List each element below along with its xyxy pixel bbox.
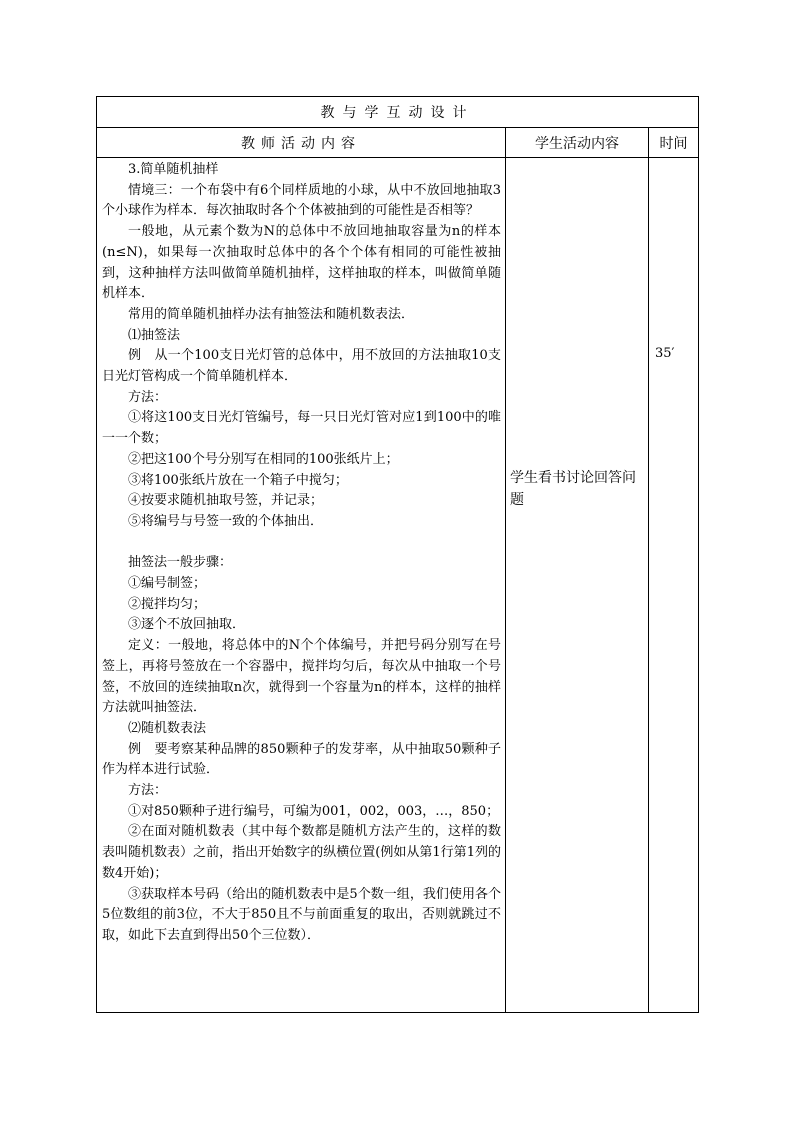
- paragraph: 抽签法一般步骤：: [128, 555, 233, 571]
- header-row: [97, 128, 699, 158]
- list-item: ①对850颗种子进行编号，可编为001，002，003，…，850；: [128, 803, 500, 819]
- list-item: ②把这100个号分别写在相同的100张纸片上；: [128, 451, 399, 467]
- paragraph: 一般地，从元素个数为N的总体中不放回地抽取容量为n的样本(n≤N)，如果每一次抽取时总体中的各个个体有相同的可能性被抽到，这种抽样方法叫做简单随机抽样，这样抽取的样本，叫做简单随机样本．: [102, 224, 501, 302]
- header-time: 时间: [649, 128, 699, 158]
- subsection-heading: ⑵随机数表法: [128, 720, 207, 736]
- list-item: ②搅拌均匀；: [128, 596, 207, 612]
- list-item: ③逐个不放回抽取．: [128, 617, 246, 633]
- teacher-activity-content: [97, 158, 506, 1013]
- table-title: 教与学互动设计: [97, 97, 699, 128]
- list-item: ①将这100支日光灯管编号，每一只日光灯管对应1到100中的唯一一个数；: [102, 410, 501, 447]
- list-item: ③获取样本号码（给出的随机数表中是5个数一组，我们使用各个5位数组的前3位，不大于850且不与前面重复的取出，否则就跳过不取，如此下去直到得出50个三位数）．: [102, 886, 501, 943]
- paragraph: 例 从一个100支日光灯管的总体中，用不放回的方法抽取10支日光灯管构成一个简单随机样本．: [102, 348, 501, 385]
- header-student-activity: 学生活动内容: [506, 128, 649, 158]
- paragraph: 例 要考察某种品牌的850颗种子的发芽率，从中抽取50颗种子作为样本进行试验．: [102, 741, 501, 778]
- subsection-heading: ⑴抽签法: [128, 327, 181, 343]
- list-item: ④按要求随机抽取号签，并记录；: [128, 493, 324, 509]
- content-row: [97, 158, 699, 1013]
- paragraph: 方法：: [128, 389, 168, 405]
- paragraph: 定义：一般地，将总体中的N个个体编号，并把号码分别写在号签上，再将号签放在一个容器中，搅拌均匀后，每次从中抽取一个号签，不放回的连续抽取n次，就得到一个容量为n的样本，这样的抽样方法就叫抽签法．: [102, 638, 501, 716]
- list-item: ⑤将编号与号签一致的个体抽出．: [128, 513, 324, 529]
- lesson-design-table: [96, 96, 699, 1013]
- paragraph: 方法：: [128, 783, 168, 799]
- section-heading: 3.简单随机抽样: [128, 162, 219, 177]
- paragraph: 情境三：一个布袋中有6个同样质地的小球，从中不放回地抽取3个小球作为样本．每次抽取时各个个体被抽到的可能性是否相等？: [102, 182, 501, 219]
- header-teacher-activity: 教师活动内容: [97, 128, 506, 158]
- paragraph: 常用的简单随机抽样办法有抽签法和随机数表法．: [128, 306, 415, 322]
- list-item: ②在面对随机数表（其中每个数都是随机方法产生的，这样的数表叫随机数表）之前，指出开始数字的纵横位置(例如从第1行第1列的数4开始)；: [102, 824, 501, 881]
- title-row: [97, 97, 699, 128]
- blank-line: [102, 533, 501, 554]
- student-activity-content: 学生看书讨论回答问题: [506, 158, 649, 1013]
- time-value: 35′: [649, 158, 699, 1013]
- list-item: ①编号制签；: [128, 576, 207, 592]
- list-item: ③将100张纸片放在一个箱子中搅匀；: [128, 472, 348, 488]
